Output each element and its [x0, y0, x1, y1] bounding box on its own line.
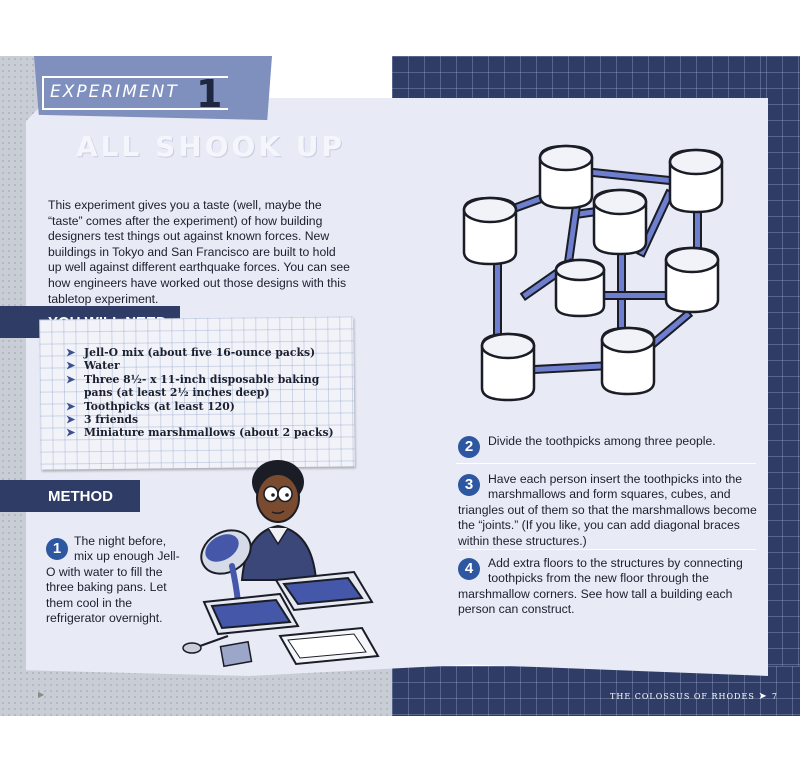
supplies-list: [66, 346, 346, 440]
footer-arrow-icon: ➤: [758, 691, 772, 702]
arrow-bullet-icon: ➤: [66, 359, 76, 373]
supply-item: ➤ Three 8½- x 11-inch disposable baking pans (at least 2½ inches deep): [66, 372, 320, 400]
experiment-number: 1: [196, 72, 223, 116]
step-number-badge: 4: [458, 558, 480, 580]
grid-background-right: [766, 56, 800, 716]
method-heading-text: METHOD: [48, 488, 113, 505]
arrow-bullet-icon: ➤: [66, 372, 76, 386]
step-divider: [456, 463, 756, 464]
method-step-2: [458, 434, 758, 458]
step-number-badge: 3: [458, 474, 480, 496]
step-number-badge: 1: [46, 538, 68, 560]
intro-paragraph: This experiment gives you a taste (well, maybe the “taste” comes after the experiment) of how building designers test things out against known forces. New buildings in Tokyo and San Francisco are built to hold up well against different earthquake forces. You can see how engineers have worked out those designs with this tabletop experiment.: [48, 198, 350, 306]
supply-item: ➤ Jell-O mix (about five 16-ounce packs): [66, 346, 316, 359]
arrow-bullet-icon: ➤: [66, 346, 76, 359]
step-text: Divide the toothpicks among three people.: [488, 434, 716, 448]
supply-item: ➤ Toothpicks (at least 120): [66, 399, 235, 413]
page-number: 7: [771, 692, 778, 701]
page-title: ALL SHOOK UP: [76, 130, 346, 163]
supply-item: ➤ Water: [66, 359, 120, 373]
footer-book-title: THE COLOSSUS OF RHODES: [610, 692, 755, 701]
supply-item: ➤ Miniature marshmallows (about 2 packs): [66, 426, 334, 440]
boy-pouring-jello-illustration: [182, 452, 392, 674]
supply-item: ➤ 3 friends: [66, 413, 139, 427]
marshmallow-structure-illustration: [458, 136, 728, 410]
arrow-bullet-icon: ➤: [66, 413, 76, 427]
step-text: Add extra floors to the structures by connecting toothpicks from the new floor through the marshmallow corners. See how tall a building each person can construct.: [458, 556, 743, 617]
step-text: The night before, mix up enough Jell-O with water to fill the three baking pans. Let them cool in the refrigerator overnight.: [46, 534, 180, 626]
method-step-4: [458, 556, 758, 618]
step-divider: [456, 549, 756, 550]
left-page-marker-icon: ▶: [38, 690, 45, 699]
running-footer: [610, 691, 778, 702]
step-text: Have each person insert the toothpicks into the marshmallows and form squares, cubes, and triangles out of them so that the marshmallows become the “joints.” (If you like, you can add diagonal braces within these structures.): [458, 472, 757, 548]
step-number-badge: 2: [458, 436, 480, 458]
method-step-3: [458, 472, 758, 549]
experiment-label: EXPERIMENT: [50, 82, 179, 102]
method-heading: [0, 480, 140, 512]
method-step-1: [46, 534, 182, 626]
arrow-bullet-icon: ➤: [66, 426, 76, 440]
arrow-bullet-icon: ➤: [66, 399, 76, 413]
